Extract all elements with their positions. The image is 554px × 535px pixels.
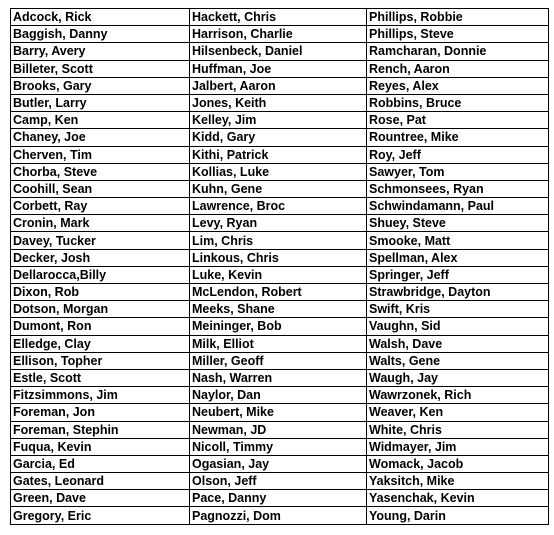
name-cell: Neubert, Mike <box>190 404 367 421</box>
table-row <box>11 198 549 215</box>
table-row <box>11 180 549 197</box>
name-cell: Naylor, Dan <box>190 387 367 404</box>
name-roster-table <box>10 8 549 525</box>
name-cell: Elledge, Clay <box>11 335 190 352</box>
name-cell: Sawyer, Tom <box>367 163 549 180</box>
name-cell: Coohill, Sean <box>11 180 190 197</box>
table-row <box>11 490 549 507</box>
name-cell: Huffman, Joe <box>190 60 367 77</box>
name-cell: Walts, Gene <box>367 352 549 369</box>
name-cell: Gregory, Eric <box>11 507 190 524</box>
table-row <box>11 266 549 283</box>
name-cell: Hackett, Chris <box>190 9 367 26</box>
table-row <box>11 421 549 438</box>
name-cell: Garcia, Ed <box>11 455 190 472</box>
table-row <box>11 112 549 129</box>
name-cell: Walsh, Dave <box>367 335 549 352</box>
name-cell: Green, Dave <box>11 490 190 507</box>
name-cell: McLendon, Robert <box>190 284 367 301</box>
name-cell: Phillips, Robbie <box>367 9 549 26</box>
name-cell: Billeter, Scott <box>11 60 190 77</box>
name-cell: Newman, JD <box>190 421 367 438</box>
name-cell: Pace, Danny <box>190 490 367 507</box>
name-cell: Estle, Scott <box>11 369 190 386</box>
name-cell: Lim, Chris <box>190 232 367 249</box>
name-cell: Wawrzonek, Rich <box>367 387 549 404</box>
name-cell: Adcock, Rick <box>11 9 190 26</box>
table-row <box>11 232 549 249</box>
name-cell: Pagnozzi, Dom <box>190 507 367 524</box>
name-cell: Dellarocca,Billy <box>11 266 190 283</box>
name-cell: Brooks, Gary <box>11 77 190 94</box>
table-row <box>11 249 549 266</box>
name-cell: Rench, Aaron <box>367 60 549 77</box>
name-cell: Davey, Tucker <box>11 232 190 249</box>
name-cell: Cherven, Tim <box>11 146 190 163</box>
name-cell: Swift, Kris <box>367 301 549 318</box>
name-cell: Kollias, Luke <box>190 163 367 180</box>
name-cell: Fuqua, Kevin <box>11 438 190 455</box>
name-cell: Reyes, Alex <box>367 77 549 94</box>
name-cell: Jones, Keith <box>190 94 367 111</box>
name-cell: Springer, Jeff <box>367 266 549 283</box>
table-row <box>11 215 549 232</box>
name-cell: Spellman, Alex <box>367 249 549 266</box>
name-cell: Fitzsimmons, Jim <box>11 387 190 404</box>
roster-body <box>11 9 549 525</box>
name-cell: Roy, Jeff <box>367 146 549 163</box>
name-cell: Shuey, Steve <box>367 215 549 232</box>
name-cell: Linkous, Chris <box>190 249 367 266</box>
table-row <box>11 9 549 26</box>
name-cell: Kelley, Jim <box>190 112 367 129</box>
name-cell: Corbett, Ray <box>11 198 190 215</box>
name-cell: Rose, Pat <box>367 112 549 129</box>
name-cell: Widmayer, Jim <box>367 438 549 455</box>
name-cell: Dotson, Morgan <box>11 301 190 318</box>
table-row <box>11 284 549 301</box>
table-row <box>11 77 549 94</box>
table-row <box>11 129 549 146</box>
name-cell: Kithi, Patrick <box>190 146 367 163</box>
table-row <box>11 146 549 163</box>
table-row <box>11 301 549 318</box>
table-row <box>11 43 549 60</box>
name-cell: Ellison, Topher <box>11 352 190 369</box>
name-cell: Lawrence, Broc <box>190 198 367 215</box>
name-cell: Hilsenbeck, Daniel <box>190 43 367 60</box>
table-row <box>11 507 549 524</box>
table-row <box>11 387 549 404</box>
table-row <box>11 352 549 369</box>
name-cell: Kuhn, Gene <box>190 180 367 197</box>
name-cell: Schmonsees, Ryan <box>367 180 549 197</box>
name-cell: Olson, Jeff <box>190 473 367 490</box>
name-cell: Decker, Josh <box>11 249 190 266</box>
table-row <box>11 404 549 421</box>
name-cell: Miller, Geoff <box>190 352 367 369</box>
name-cell: Meininger, Bob <box>190 318 367 335</box>
name-cell: Robbins, Bruce <box>367 94 549 111</box>
name-cell: Yaksitch, Mike <box>367 473 549 490</box>
name-cell: Phillips, Steve <box>367 26 549 43</box>
table-row <box>11 455 549 472</box>
table-row <box>11 60 549 77</box>
table-row <box>11 335 549 352</box>
name-cell: Baggish, Danny <box>11 26 190 43</box>
name-cell: Rountree, Mike <box>367 129 549 146</box>
name-cell: Gates, Leonard <box>11 473 190 490</box>
name-cell: Chaney, Joe <box>11 129 190 146</box>
name-cell: Jalbert, Aaron <box>190 77 367 94</box>
table-row <box>11 26 549 43</box>
table-row <box>11 94 549 111</box>
name-cell: Schwindamann, Paul <box>367 198 549 215</box>
name-cell: Strawbridge, Dayton <box>367 284 549 301</box>
name-cell: Barry, Avery <box>11 43 190 60</box>
name-cell: Camp, Ken <box>11 112 190 129</box>
name-cell: White, Chris <box>367 421 549 438</box>
name-cell: Ramcharan, Donnie <box>367 43 549 60</box>
name-cell: Foreman, Stephin <box>11 421 190 438</box>
name-cell: Dixon, Rob <box>11 284 190 301</box>
name-cell: Smooke, Matt <box>367 232 549 249</box>
table-row <box>11 473 549 490</box>
name-cell: Levy, Ryan <box>190 215 367 232</box>
name-cell: Ogasian, Jay <box>190 455 367 472</box>
name-cell: Yasenchak, Kevin <box>367 490 549 507</box>
name-cell: Harrison, Charlie <box>190 26 367 43</box>
name-cell: Weaver, Ken <box>367 404 549 421</box>
name-cell: Waugh, Jay <box>367 369 549 386</box>
table-row <box>11 318 549 335</box>
name-cell: Nash, Warren <box>190 369 367 386</box>
table-row <box>11 438 549 455</box>
name-cell: Milk, Elliot <box>190 335 367 352</box>
name-cell: Cronin, Mark <box>11 215 190 232</box>
name-cell: Womack, Jacob <box>367 455 549 472</box>
name-cell: Meeks, Shane <box>190 301 367 318</box>
name-cell: Nicoll, Timmy <box>190 438 367 455</box>
name-cell: Chorba, Steve <box>11 163 190 180</box>
table-row <box>11 163 549 180</box>
name-cell: Foreman, Jon <box>11 404 190 421</box>
name-cell: Dumont, Ron <box>11 318 190 335</box>
name-cell: Young, Darin <box>367 507 549 524</box>
name-cell: Luke, Kevin <box>190 266 367 283</box>
name-cell: Vaughn, Sid <box>367 318 549 335</box>
name-cell: Kidd, Gary <box>190 129 367 146</box>
table-row <box>11 369 549 386</box>
name-cell: Butler, Larry <box>11 94 190 111</box>
